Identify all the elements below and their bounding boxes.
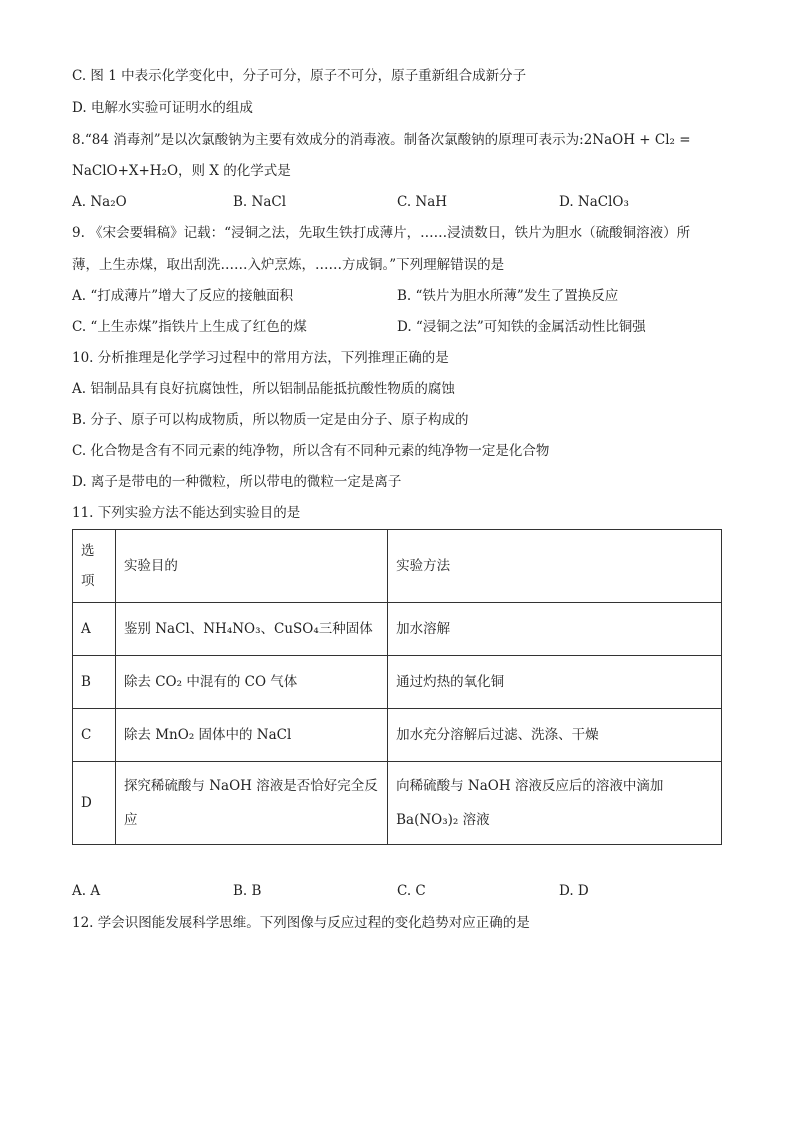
q9-option-c: C. “上生赤煤”指铁片上生成了红色的煤 [72, 319, 307, 335]
q10-option-d: D. 离子是带电的一种微粒，所以带电的微粒一定是离子 [72, 474, 402, 490]
q9-stem-line1: 9. 《宋会要辑稿》记载：“浸铜之法，先取生铁打成薄片，……浸渍数日，铁片为胆水（硫酸铜溶液）所 [72, 225, 691, 241]
row-purpose: 鉴别 NaCl、NH₄NO₃、CuSO₄三种固体 [115, 603, 387, 656]
q8-stem-line1: 8.“84 消毒剂”是以次氯酸钠为主要有效成分的消毒液。制备次氯酸钠的原理可表示为:2NaOH + Cl₂ = [72, 132, 691, 148]
q11-option-a: A. A [72, 883, 101, 899]
header-method: 实验方法 [388, 530, 722, 603]
q11-options [72, 881, 732, 901]
q7-option-c: C. 图 1 中表示化学变化中，分子可分，原子不可分，原子重新组合成新分子 [72, 68, 527, 84]
row-option: B [73, 656, 116, 709]
q12-stem: 12. 学会识图能发展科学思维。下列图像与反应过程的变化趋势对应正确的是 [72, 915, 530, 931]
q8-stem-line2: NaClO+X+H₂O，则 X 的化学式是 [72, 163, 291, 179]
q11-option-b: B. B [233, 883, 262, 899]
table-row [73, 762, 722, 845]
header-option [73, 530, 116, 603]
q8-option-c: C. NaH [397, 194, 448, 210]
row-method: 加水溶解 [388, 603, 722, 656]
q11-stem: 11. 下列实验方法不能达到实验目的是 [72, 505, 301, 521]
header-purpose: 实验目的 [115, 530, 387, 603]
table-header-row [73, 530, 722, 603]
q9-options-row2 [72, 317, 732, 337]
row-purpose: 除去 CO₂ 中混有的 CO 气体 [115, 656, 387, 709]
row-purpose: 除去 MnO₂ 固体中的 NaCl [115, 709, 387, 762]
row-method: 通过灼热的氧化铜 [388, 656, 722, 709]
table-row [73, 709, 722, 762]
q10-stem: 10. 分析推理是化学学习过程中的常用方法，下列推理正确的是 [72, 350, 449, 366]
q10-option-b: B. 分子、原子可以构成物质，所以物质一定是由分子、原子构成的 [72, 412, 469, 428]
q8-options [72, 192, 732, 212]
q9-options-row1 [72, 286, 732, 306]
row-option: C [73, 709, 116, 762]
row-option: A [73, 603, 116, 656]
header-option-line2: 项 [81, 573, 95, 589]
q9-option-d: D. “浸铜之法”可知铁的金属活动性比铜强 [397, 319, 646, 335]
q11-experiment-table [72, 529, 722, 845]
q9-option-b: B. “铁片为胆水所薄”发生了置换反应 [397, 288, 619, 304]
q9-option-a: A. “打成薄片”增大了反应的接触面积 [72, 288, 294, 304]
row-method: 向稀硫酸与 NaOH 溶液反应后的溶液中滴加 Ba(NO₃)₂ 溶液 [388, 762, 722, 845]
q9-stem-line2: 薄，上生赤煤，取出刮洗……入炉烹炼，……方成铜。”下列理解错误的是 [72, 257, 505, 273]
row-purpose: 探究稀硫酸与 NaOH 溶液是否恰好完全反应 [115, 762, 387, 845]
q7-option-d: D. 电解水实验可证明水的组成 [72, 100, 253, 116]
row-option: D [73, 762, 116, 845]
q8-option-a: A. Na₂O [72, 194, 127, 210]
q10-option-c: C. 化合物是含有不同元素的纯净物，所以含有不同种元素的纯净物一定是化合物 [72, 443, 550, 459]
q11-option-c: C. C [397, 883, 426, 899]
q8-option-d: D. NaClO₃ [559, 194, 629, 210]
table-row [73, 656, 722, 709]
row-method: 加水充分溶解后过滤、洗涤、干燥 [388, 709, 722, 762]
q8-option-b: B. NaCl [233, 194, 287, 210]
q10-option-a: A. 铝制品具有良好抗腐蚀性，所以铝制品能抵抗酸性物质的腐蚀 [72, 381, 455, 397]
q11-option-d: D. D [559, 883, 589, 899]
header-option-line1: 选 [81, 543, 95, 559]
table-row [73, 603, 722, 656]
